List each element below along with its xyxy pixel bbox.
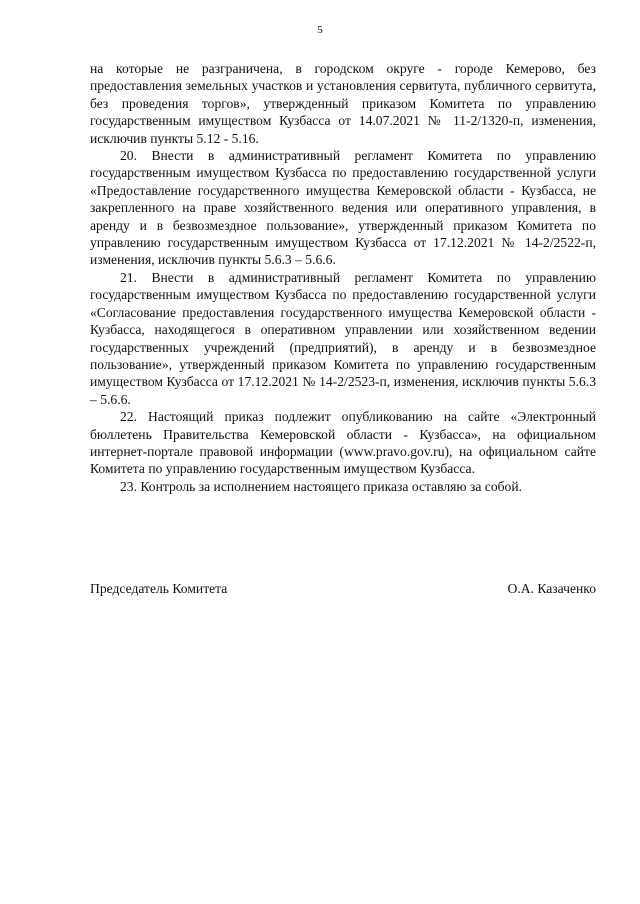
paragraph-item-23: 23. Контроль за исполнением настоящего приказа оставляю за собой.: [120, 478, 522, 494]
signatory-name: О.А. Казаченко: [507, 581, 596, 596]
paragraph-item-20: 20. Внести в административный регламент Комитета по управлению государственным имуществом Кузбасса по предоставлению государственной услуги «Предоставление государственного имущества Кемеровской области - Кузбасса, не закрепленного на праве хозяйственного ведения или оперативного управления, в аренду и в безвозмездное пользование», утвержденный приказом Комитета по управлению государственным имуществом Кузбасса от 17.12.2021 № 14-2/2522-п, изменения, исключив пункты 5.6.3 – 5.6.6.: [90, 148, 596, 268]
signature-block: [90, 580, 596, 597]
paragraph-item-22: 22. Настоящий приказ подлежит опубликованию на сайте «Электронный бюллетень Правительства Кемеровской области - Кузбасса», на официальном интернет-портале правовой информации (www.pravo.gov.ru), на официальном сайте Комитета по управлению государственным имуществом Кузбасса.: [90, 409, 596, 477]
signatory-position: Председатель Комитета: [90, 581, 228, 596]
paragraph-item-21: 21. Внести в административный регламент Комитета по управлению государственным имуществом Кузбасса по предоставлению государственной услуги «Согласование предоставления государственного имущества Кемеровской области - Кузбасса, находящегося в оперативном управлении или хозяйственном ведении государственных учреждений (предприятий), в аренду и в безвозмездное пользование», утвержденный приказом Комитета по управлению государственным имуществом Кузбасса от 17.12.2021 № 14-2/2523-п, изменения, исключив пункты 5.6.3 – 5.6.6.: [90, 269, 596, 407]
document-body: [90, 60, 596, 495]
page-number: 5: [317, 24, 323, 36]
paragraph-continuation: на которые не разграничена, в городском округе - городе Кемерово, без предоставления земельных участков и установления сервитута, публичного сервитута, без проведения торгов», утвержденный приказом Комитета по управлению государственным имуществом Кузбасса от 14.07.2021 № 11-2/1320-п, изменения, исключив пункты 5.12 - 5.16.: [90, 61, 596, 146]
